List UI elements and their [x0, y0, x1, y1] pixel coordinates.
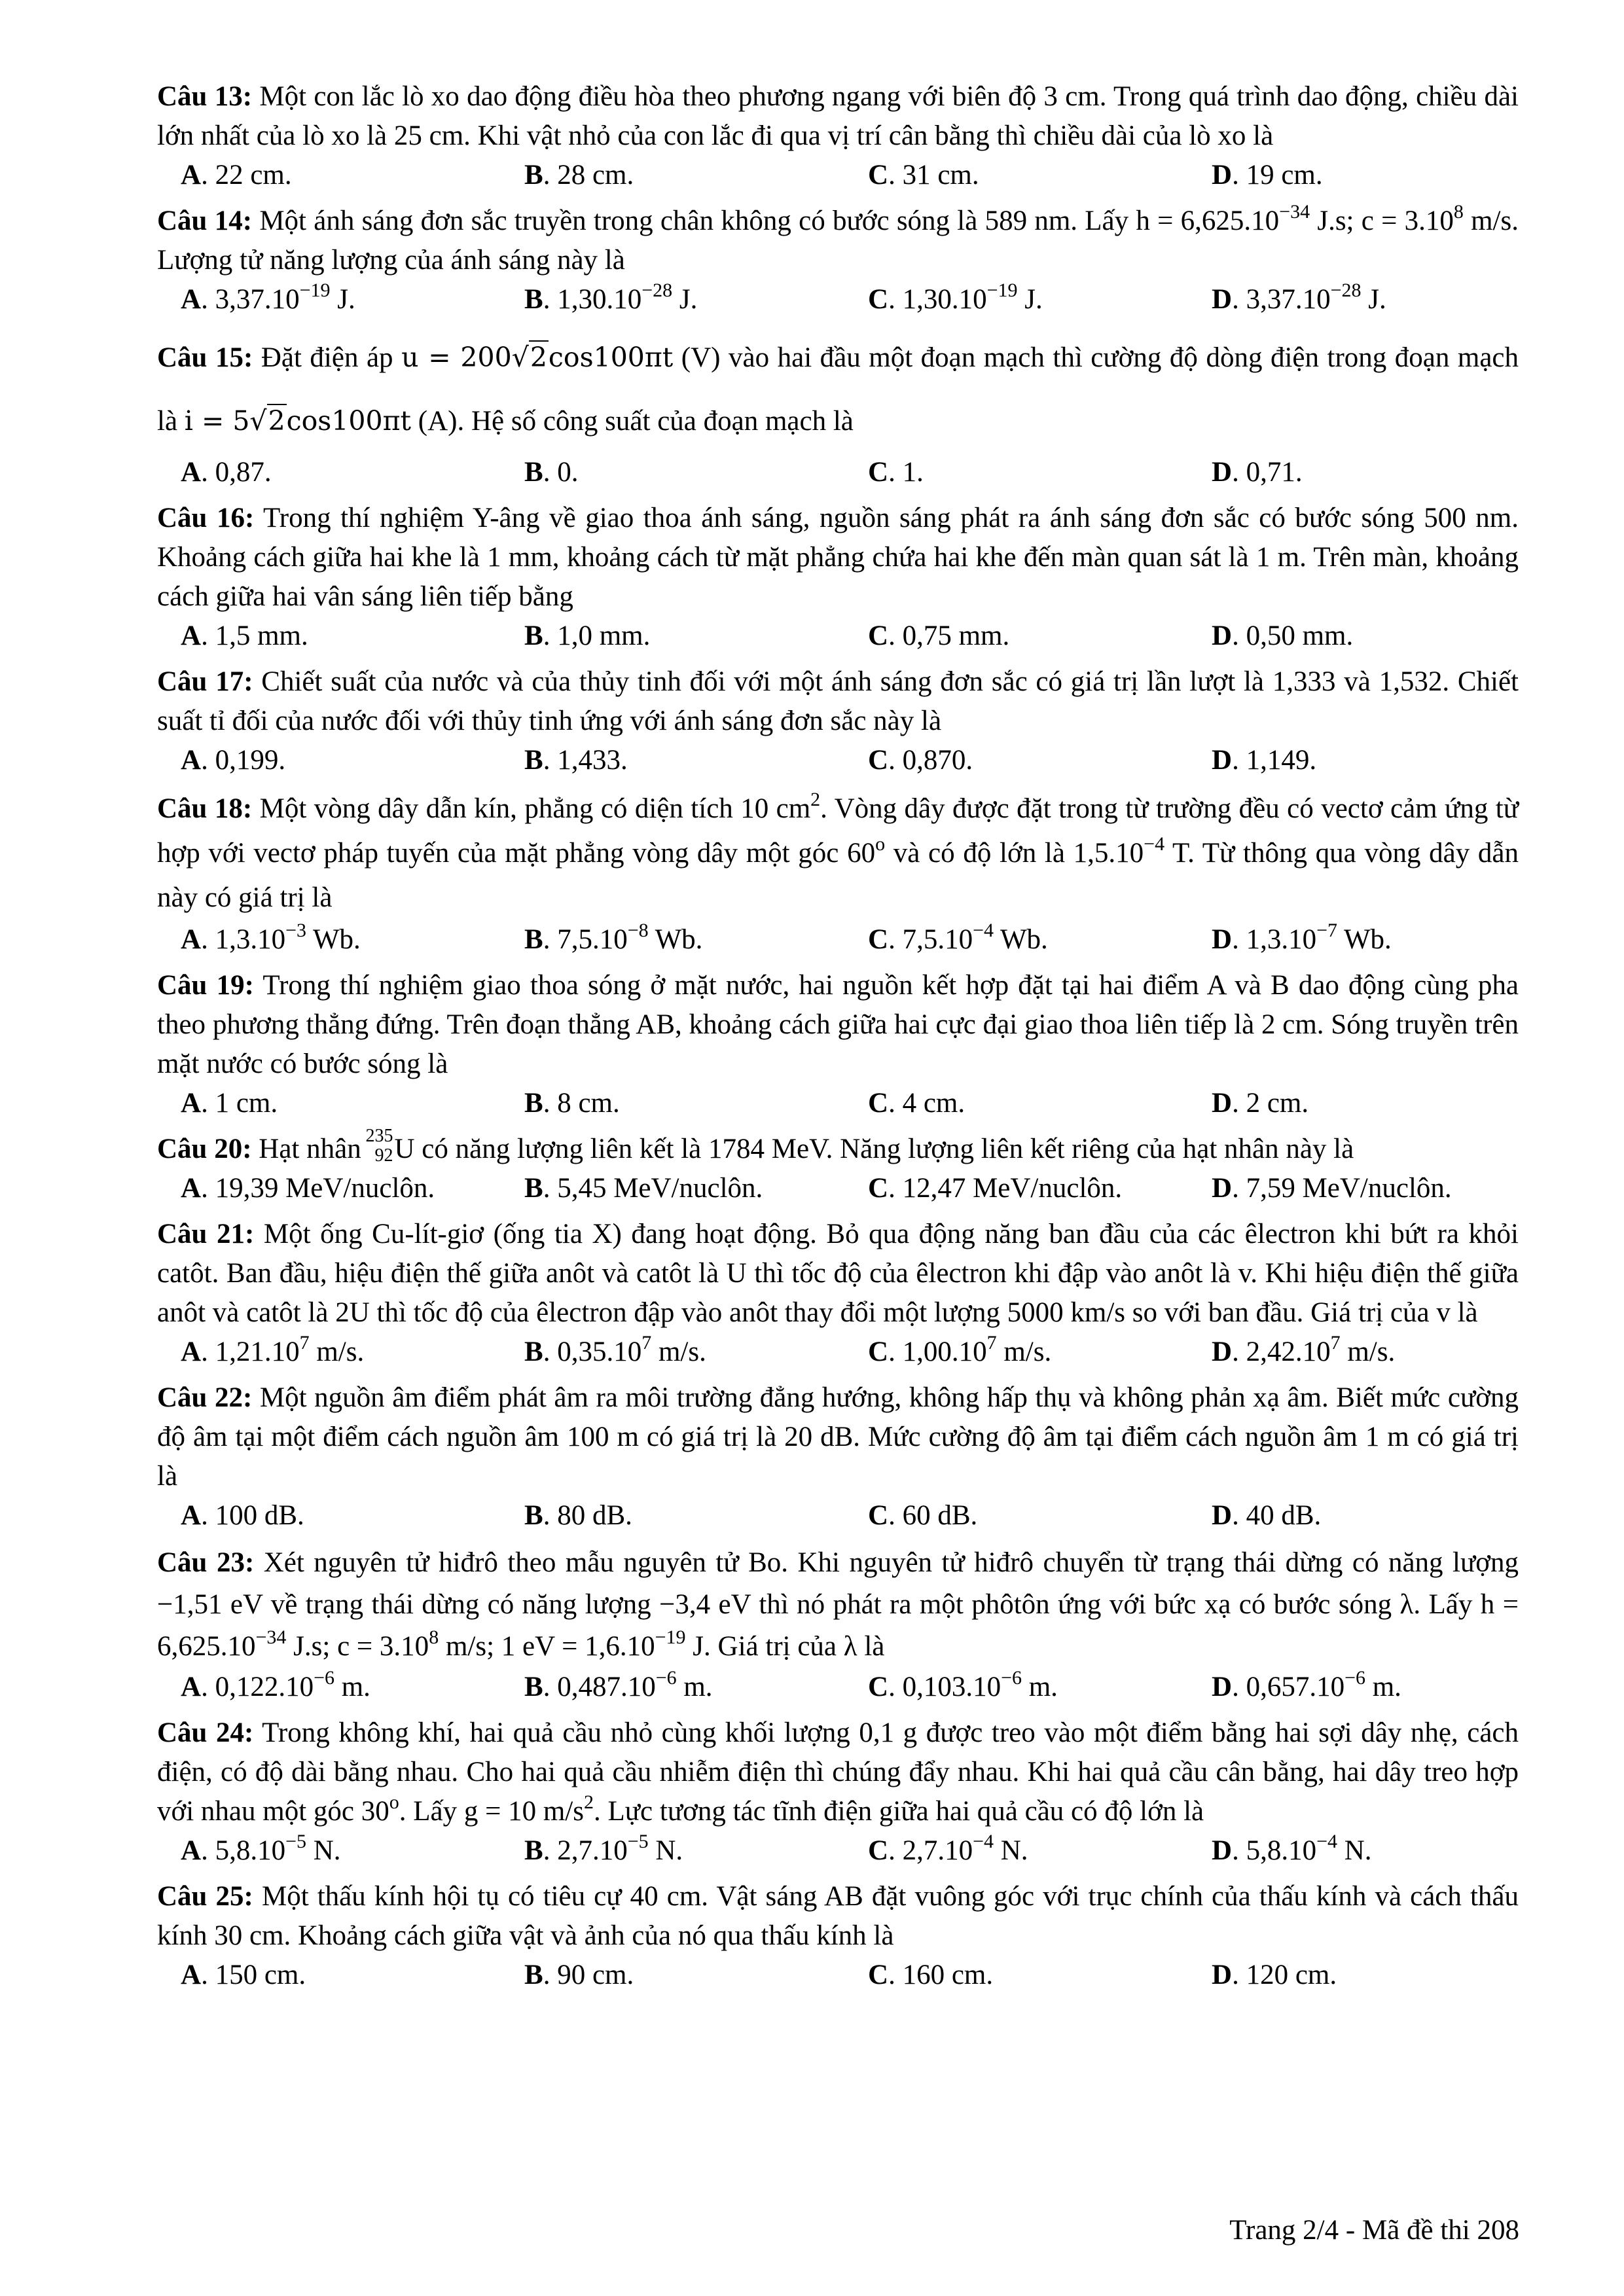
- option-d: D. 19 cm.: [1212, 160, 1323, 190]
- question-15: [157, 326, 1519, 492]
- option-c: C. 1,00.10$^7$ m/s.: [868, 1332, 1052, 1367]
- question-text: Một nguồn âm điểm phát âm ra môi trường đẳng hướng, không hấp thụ và không phản xạ âm. Biết mức cường độ âm tại một điểm cách nguồn âm 100 m có giá trị là 20 dB. Mức cường độ âm tại điểm cách nguồn âm 1 m có giá trị là: [157, 1382, 1519, 1492]
- question-text: Đặt điện áp: [261, 342, 402, 373]
- option-text: 1,30.10: [557, 284, 642, 315]
- option-letter: C: [868, 1672, 889, 1702]
- exponent: 2: [810, 789, 821, 810]
- question-label: Câu 23:: [157, 1547, 255, 1578]
- option-text: 0,35.10: [557, 1336, 642, 1367]
- question-stem: [157, 1126, 1519, 1169]
- option-letter: A: [181, 1835, 202, 1866]
- formula-root: 2: [268, 405, 285, 437]
- option-a: A. 1,21.10$^7$ m/s.: [181, 1332, 365, 1367]
- question-label: Câu 25:: [157, 1881, 253, 1912]
- question-stem: [157, 1713, 1519, 1831]
- option-letter: D: [1212, 1835, 1233, 1866]
- option-unit: m.: [1021, 1672, 1058, 1702]
- option-text: 1,3.10: [215, 924, 286, 955]
- option-letter: B: [524, 620, 543, 651]
- question-text: Một thấu kính hội tụ có tiêu cự 40 cm. Vật sáng AB đặt vuông góc với trục chính của thấu kính và cách thấu kính 30 cm. Khoảng cách giữa vật và ảnh của nó qua thấu kính là: [157, 1881, 1519, 1951]
- option-unit: N.: [993, 1835, 1028, 1866]
- question-20: [157, 1126, 1519, 1208]
- option-letter: B: [524, 284, 543, 315]
- option-letter: B: [524, 1835, 543, 1866]
- question-21: [157, 1215, 1519, 1372]
- current-formula: i = 5√2cos100πt: [184, 405, 412, 437]
- exponent: 7: [641, 1332, 652, 1354]
- option-letter: A: [181, 620, 202, 651]
- option-text: 1,3.10: [1246, 924, 1317, 955]
- option-c: C. $1,30.10^{-19}$ J.: [868, 279, 1043, 315]
- option-letter: C: [868, 160, 889, 190]
- option-a: A. $5,8.10^{-5}$ N.: [181, 1831, 341, 1866]
- option-text: 28 cm.: [557, 160, 634, 190]
- option-letter: B: [524, 160, 543, 190]
- option-a: A. 19,39 MeV/nuclôn.: [181, 1173, 435, 1204]
- option-text: 8 cm.: [557, 1088, 620, 1119]
- question-stem: [157, 202, 1519, 280]
- option-unit: Wb.: [306, 924, 361, 955]
- exponent: −6: [1001, 1667, 1022, 1689]
- question-text: T. Từ thông qua vòng dây dẫn này có giá trị là: [157, 838, 1519, 913]
- option-letter: D: [1212, 1088, 1233, 1119]
- option-a: A. $3,37.10^{-19}$ J.: [181, 279, 355, 315]
- option-d: D. 1,149.: [1212, 745, 1317, 776]
- question-text: . Vòng dây được đặt trong từ trường đều có vectơ cảm ứng từ hợp với vectơ pháp tuyến của mặt phẳng vòng dây một góc 60: [157, 793, 1519, 869]
- option-letter: B: [524, 924, 543, 955]
- question-stem: [157, 499, 1519, 617]
- option-text: 2 cm.: [1246, 1088, 1309, 1119]
- option-letter: D: [1212, 1960, 1233, 1990]
- question-stem: [157, 1542, 1519, 1668]
- option-text: 19 cm.: [1246, 160, 1323, 190]
- question-text: J. Giá trị của λ là: [685, 1631, 885, 1662]
- option-text: 0,50 mm.: [1246, 620, 1354, 651]
- option-b: B. $0,487.10^{-6}$ m.: [524, 1667, 713, 1702]
- option-letter: C: [868, 284, 889, 315]
- option-letter: A: [181, 1960, 202, 1990]
- option-text: 80 dB.: [557, 1500, 632, 1531]
- option-letter: A: [181, 284, 202, 315]
- question-label: Câu 24:: [157, 1717, 254, 1748]
- exponent: −28: [641, 279, 673, 301]
- answer-options: [157, 1956, 1519, 1995]
- question-label: Câu 16:: [157, 503, 255, 533]
- option-unit: m/s.: [651, 1336, 706, 1367]
- option-d: D. $5,8.10^{-4}$ N.: [1212, 1831, 1372, 1866]
- option-unit: m/s.: [1340, 1336, 1396, 1367]
- answer-options: [157, 1496, 1519, 1535]
- option-text: 160 cm.: [902, 1960, 994, 1990]
- option-d: D. $3,37.10^{-28}$ J.: [1212, 279, 1386, 315]
- option-text: 5,45 MeV/nuclôn.: [557, 1173, 763, 1204]
- question-label: Câu 20:: [157, 1134, 252, 1164]
- option-text: 5,8.10: [215, 1835, 286, 1866]
- option-text: 0,87.: [215, 457, 272, 488]
- option-unit: Wb.: [993, 924, 1048, 955]
- exponent: −4: [973, 920, 994, 941]
- option-text: 0,122.10: [215, 1672, 314, 1702]
- option-letter: A: [181, 160, 202, 190]
- option-letter: C: [868, 745, 889, 776]
- answer-options: [157, 741, 1519, 780]
- option-c: C. $7,5.10^{-4}$ Wb.: [868, 920, 1048, 955]
- option-text: 7,59 MeV/nuclôn.: [1246, 1173, 1452, 1204]
- answer-options: [157, 1333, 1519, 1372]
- degree-symbol: o: [875, 833, 886, 855]
- option-letter: C: [868, 1835, 889, 1866]
- option-letter: D: [1212, 1336, 1233, 1367]
- question-14: [157, 202, 1519, 319]
- option-c: C. 12,47 MeV/nuclôn.: [868, 1173, 1123, 1204]
- option-text: 1,5 mm.: [215, 620, 308, 651]
- exponent: 7: [299, 1332, 310, 1354]
- question-22: [157, 1378, 1519, 1535]
- option-text: 22 cm.: [215, 160, 292, 190]
- option-letter: C: [868, 1173, 889, 1204]
- option-letter: C: [868, 1500, 889, 1531]
- exponent: −28: [1330, 279, 1362, 301]
- answer-options: [157, 920, 1519, 960]
- option-letter: B: [524, 457, 543, 488]
- option-b: B. $2,7.10^{-5}$ N.: [524, 1831, 683, 1866]
- option-unit: Wb.: [1337, 924, 1392, 955]
- option-a: A. 1 cm.: [181, 1088, 278, 1119]
- option-text: 0,870.: [902, 745, 973, 776]
- option-letter: C: [868, 1088, 889, 1119]
- question-text: Một vòng dây dẫn kín, phẳng có diện tích 10 cm: [259, 793, 811, 824]
- question-text: Trong thí nghiệm giao thoa sóng ở mặt nước, hai nguồn kết hợp đặt tại hai điểm A và B dao động cùng pha theo phương thẳng đứng. Trên đoạn thẳng AB, khoảng cách giữa hai cực đại giao thoa liên tiếp là 2 cm. Sóng truyền trên mặt nước có bước sóng là: [157, 970, 1519, 1079]
- exponent: −19: [986, 279, 1018, 301]
- option-text: 150 cm.: [215, 1960, 306, 1990]
- option-unit: J.: [1017, 284, 1043, 315]
- question-23: [157, 1542, 1519, 1707]
- option-unit: J.: [330, 284, 355, 315]
- question-19: [157, 966, 1519, 1123]
- question-stem: [157, 1877, 1519, 1956]
- question-17: [157, 662, 1519, 780]
- exponent: −19: [299, 279, 331, 301]
- exponent: −34: [255, 1626, 287, 1648]
- question-stem: [157, 662, 1519, 741]
- question-label: Câu 14:: [157, 206, 253, 236]
- nuclide-notation: [365, 1126, 393, 1166]
- exponent: −5: [285, 1831, 306, 1852]
- exponent: 7: [986, 1332, 997, 1354]
- exponent: −3: [285, 920, 306, 941]
- option-c: C. 0,75 mm.: [868, 620, 1010, 651]
- option-d: D. 40 dB.: [1212, 1500, 1322, 1531]
- option-unit: m.: [334, 1672, 370, 1702]
- option-text: 3,37.10: [215, 284, 300, 315]
- option-text: 2,7.10: [902, 1835, 973, 1866]
- option-text: 4 cm.: [902, 1088, 965, 1119]
- question-text: . Lực tương tác tĩnh điện giữa hai quả cầu có độ lớn là: [593, 1796, 1204, 1827]
- option-d: D. 0,50 mm.: [1212, 620, 1354, 651]
- question-text: có năng lượng liên kết là 1784 MeV. Năng lượng liên kết riêng của hạt nhân này là: [414, 1134, 1354, 1164]
- question-text: Chiết suất của nước và của thủy tinh đối với một ánh sáng đơn sắc có giá trị lần lượt là 1,333 và 1,532. Chiết suất tỉ đối của nước đối với thủy tinh ứng với ánh sáng đơn sắc này là: [157, 666, 1519, 736]
- answer-options: [157, 1084, 1519, 1123]
- option-a: A. 100 dB.: [181, 1500, 304, 1531]
- option-c: C. $0,103.10^{-6}$ m.: [868, 1667, 1058, 1702]
- option-text: 40 dB.: [1246, 1500, 1322, 1531]
- exponent: −4: [1144, 833, 1165, 855]
- answer-options: [157, 1668, 1519, 1707]
- question-text: (A). Hệ số công suất của đoạn mạch là: [411, 406, 854, 437]
- option-letter: B: [524, 1173, 543, 1204]
- option-text: 1,0 mm.: [557, 620, 651, 651]
- exponent: −6: [1344, 1667, 1365, 1689]
- question-text: và có độ lớn là 1,5.10: [885, 838, 1144, 869]
- voltage-formula: u = 200√2cos100πt: [401, 342, 674, 373]
- option-d: D. 2 cm.: [1212, 1088, 1309, 1119]
- option-text: 3,37.10: [1246, 284, 1331, 315]
- option-d: D. 120 cm.: [1212, 1960, 1337, 1990]
- option-letter: A: [181, 1088, 202, 1119]
- question-text: Trong không khí, hai quả cầu nhỏ cùng khối lượng 0,1 g được treo vào một điểm bằng hai sợi dây nhẹ, cách điện, có độ dài bằng nhau. Cho hai quả cầu nhiễm điện thì chúng đẩy nhau. Khi hai quả cầu cân bằng, hai dây treo hợp với nhau một góc 30: [157, 1717, 1519, 1827]
- option-letter: C: [868, 1336, 889, 1367]
- option-letter: D: [1212, 745, 1233, 776]
- option-text: 1.: [902, 457, 924, 488]
- question-13: [157, 77, 1519, 195]
- option-c: C. 0,870.: [868, 745, 973, 776]
- option-letter: D: [1212, 924, 1233, 955]
- mass-number: 235: [365, 1126, 393, 1146]
- option-text: 120 cm.: [1246, 1960, 1337, 1990]
- question-24: [157, 1713, 1519, 1871]
- question-text: m/s. Lượng tử năng lượng của ánh sáng này là: [157, 206, 1519, 276]
- exponent: −7: [1316, 920, 1337, 941]
- option-text: 5,8.10: [1246, 1835, 1317, 1866]
- option-b: B. 80 dB.: [524, 1500, 632, 1531]
- answer-options: [157, 617, 1519, 656]
- question-label: Câu 21:: [157, 1219, 255, 1249]
- question-stem: [157, 1215, 1519, 1333]
- option-text: 7,5.10: [557, 924, 628, 955]
- option-unit: Wb.: [648, 924, 703, 955]
- option-unit: J.: [672, 284, 698, 315]
- option-text: 1,00.10: [902, 1336, 987, 1367]
- option-a: A. $1,3.10^{-3}$ Wb.: [181, 920, 361, 955]
- option-text: 60 dB.: [902, 1500, 978, 1531]
- option-letter: C: [868, 924, 889, 955]
- option-letter: A: [181, 457, 202, 488]
- option-text: 0,75 mm.: [902, 620, 1010, 651]
- option-text: 90 cm.: [557, 1960, 634, 1990]
- question-text: Một ánh sáng đơn sắc truyền trong chân không có bước sóng là 589 nm. Lấy h = 6,625.10: [259, 206, 1280, 236]
- option-unit: J.: [1361, 284, 1386, 315]
- option-c: C. 1.: [868, 457, 924, 488]
- question-label: Câu 17:: [157, 666, 253, 697]
- option-b: B. 8 cm.: [524, 1088, 620, 1119]
- option-c: C. 31 cm.: [868, 160, 979, 190]
- question-text: (V) vào hai đầu một đoạn mạch thì cường độ dòng điện trong đoạn mạch là: [157, 342, 1519, 437]
- option-text: 19,39 MeV/nuclôn.: [215, 1173, 435, 1204]
- option-unit: N.: [1337, 1835, 1372, 1866]
- answer-options: [157, 280, 1519, 319]
- option-text: 2,42.10: [1246, 1336, 1331, 1367]
- option-text: 0,103.10: [902, 1672, 1001, 1702]
- option-a: A. 22 cm.: [181, 160, 292, 190]
- option-text: 2,7.10: [557, 1835, 628, 1866]
- option-b: B. $7,5.10^{-8}$ Wb.: [524, 920, 703, 955]
- option-d: D. $0,657.10^{-6}$ m.: [1212, 1667, 1401, 1702]
- option-c: C. 4 cm.: [868, 1088, 965, 1119]
- question-18: [157, 787, 1519, 960]
- formula-root: 2: [530, 342, 547, 373]
- option-b: B. 1,433.: [524, 745, 628, 776]
- option-letter: B: [524, 1960, 543, 1990]
- exponent: −8: [627, 920, 649, 941]
- option-letter: B: [524, 1336, 543, 1367]
- question-25: [157, 1877, 1519, 1995]
- option-letter: B: [524, 1672, 543, 1702]
- option-letter: D: [1212, 620, 1233, 651]
- option-text: 12,47 MeV/nuclôn.: [902, 1173, 1123, 1204]
- exponent: −4: [973, 1831, 994, 1852]
- option-c: C. $2,7.10^{-4}$ N.: [868, 1831, 1028, 1866]
- formula-part: cos100πt: [286, 405, 412, 437]
- formula-part: i = 5: [184, 405, 250, 437]
- option-letter: A: [181, 924, 202, 955]
- option-letter: D: [1212, 284, 1233, 315]
- option-a: A. 0,87.: [181, 457, 272, 488]
- question-stem: [157, 77, 1519, 156]
- question-label: Câu 13:: [157, 81, 253, 112]
- question-text: Xét nguyên tử hiđrô theo mẫu nguyên tử Bo. Khi nguyên tử hiđrô chuyển từ trạng thái dừng có năng lượng −1,51 eV về trạng thái dừng có năng lượng −3,4 eV thì nó phát ra một phôtôn ứng với bức xạ có bước sóng λ. Lấy h = 6,625.10: [157, 1547, 1519, 1662]
- question-label: Câu 22:: [157, 1382, 253, 1413]
- question-stem: [157, 787, 1519, 920]
- exponent: 8: [1453, 201, 1464, 223]
- question-label: Câu 18:: [157, 793, 253, 824]
- option-text: 1,30.10: [902, 284, 987, 315]
- answer-options: [157, 1831, 1519, 1871]
- option-letter: A: [181, 1336, 202, 1367]
- question-text: m/s; 1 eV = 1,6.10: [439, 1631, 655, 1662]
- option-text: 0.: [557, 457, 579, 488]
- option-letter: A: [181, 745, 202, 776]
- option-text: 0,487.10: [557, 1672, 656, 1702]
- option-a: A. 1,5 mm.: [181, 620, 308, 651]
- exponent: 7: [1330, 1332, 1341, 1354]
- option-letter: A: [181, 1173, 202, 1204]
- option-text: 31 cm.: [902, 160, 979, 190]
- exponent: −34: [1279, 201, 1310, 223]
- option-letter: A: [181, 1500, 202, 1531]
- option-unit: m/s.: [309, 1336, 365, 1367]
- question-text: J.s; c = 3.10: [1310, 206, 1454, 236]
- option-unit: m.: [676, 1672, 713, 1702]
- option-unit: m.: [1365, 1672, 1401, 1702]
- question-text: Một con lắc lò xo dao động điều hòa theo phương ngang với biên độ 3 cm. Trong quá trình dao động, chiều dài lớn nhất của lò xo là 25 cm. Khi vật nhỏ của con lắc đi qua vị trí cân bằng thì chiều dài của lò xo là: [157, 81, 1519, 151]
- option-a: A. 150 cm.: [181, 1960, 306, 1990]
- question-text: Hạt nhân: [259, 1134, 369, 1164]
- option-text: 1,21.10: [215, 1336, 300, 1367]
- option-letter: D: [1212, 457, 1233, 488]
- exponent: 2: [583, 1791, 594, 1813]
- option-b: B. 0.: [524, 457, 579, 488]
- question-stem: [157, 326, 1519, 453]
- option-a: A. 0,199.: [181, 745, 286, 776]
- exponent: −19: [655, 1626, 686, 1648]
- option-unit: m/s.: [996, 1336, 1052, 1367]
- exponent: −6: [314, 1667, 334, 1689]
- option-text: 1,149.: [1246, 745, 1317, 776]
- question-stem: [157, 1378, 1519, 1496]
- option-text: 0,71.: [1246, 457, 1303, 488]
- answer-options: [157, 156, 1519, 195]
- option-d: D. 2,42.10$^7$ m/s.: [1212, 1332, 1396, 1367]
- exponent: −6: [655, 1667, 677, 1689]
- question-text: . Lấy g = 10 m/s: [399, 1796, 584, 1827]
- option-letter: D: [1212, 1672, 1233, 1702]
- exponent: −5: [627, 1831, 649, 1852]
- formula-part: u = 200: [401, 342, 512, 373]
- page-footer: Trang 2/4 - Mã đề thi 208: [1229, 2215, 1519, 2246]
- option-letter: B: [524, 1088, 543, 1119]
- question-label: Câu 15:: [157, 342, 253, 373]
- option-c: C. 160 cm.: [868, 1960, 994, 1990]
- option-b: B. 0,35.10$^7$ m/s.: [524, 1332, 706, 1367]
- question-text: Một ống Cu-lít-giơ (ống tia X) đang hoạt động. Bỏ qua động năng ban đầu của các êlectron khi bứt ra khỏi catôt. Ban đầu, hiệu điện thế giữa anôt và catôt là U thì tốc độ của êlectron khi đập vào anôt là v. Khi hiệu điện thế giữa anôt và catôt là 2U thì tốc độ của êlectron đập vào anôt thay đổi một lượng 5000 km/s so với ban đầu. Giá trị của v là: [157, 1219, 1519, 1328]
- degree-symbol: o: [389, 1791, 399, 1813]
- option-text: 1 cm.: [215, 1088, 278, 1119]
- option-unit: N.: [648, 1835, 683, 1866]
- option-letter: C: [868, 457, 889, 488]
- option-letter: D: [1212, 160, 1233, 190]
- option-b: B. 90 cm.: [524, 1960, 634, 1990]
- question-stem: [157, 966, 1519, 1084]
- option-letter: C: [868, 1960, 889, 1990]
- option-text: 0,199.: [215, 745, 286, 776]
- question-list: [157, 77, 1519, 2001]
- option-text: 7,5.10: [902, 924, 973, 955]
- option-letter: A: [181, 1672, 202, 1702]
- option-letter: B: [524, 1500, 543, 1531]
- atomic-number: 92: [374, 1145, 393, 1166]
- question-text: Trong thí nghiệm Y-âng về giao thoa ánh sáng, nguồn sáng phát ra ánh sáng đơn sắc có bước sóng 500 nm. Khoảng cách giữa hai khe là 1 mm, khoảng cách từ mặt phẳng chứa hai khe đến màn quan sát là 1 m. Trên màn, khoảng cách giữa hai vân sáng liên tiếp bằng: [157, 503, 1519, 612]
- exponent: −4: [1316, 1831, 1337, 1852]
- option-letter: D: [1212, 1173, 1233, 1204]
- option-text: 0,657.10: [1246, 1672, 1345, 1702]
- formula-part: cos100πt: [548, 342, 674, 373]
- option-b: B. 1,0 mm.: [524, 620, 651, 651]
- option-b: B. $1,30.10^{-28}$ J.: [524, 279, 698, 315]
- option-b: B. 28 cm.: [524, 160, 634, 190]
- option-unit: N.: [306, 1835, 341, 1866]
- option-letter: D: [1212, 1500, 1233, 1531]
- option-letter: C: [868, 620, 889, 651]
- option-b: B. 5,45 MeV/nuclôn.: [524, 1173, 763, 1204]
- option-c: C. 60 dB.: [868, 1500, 978, 1531]
- exponent: 8: [429, 1626, 439, 1648]
- option-text: 100 dB.: [215, 1500, 304, 1531]
- answer-options: [157, 453, 1519, 492]
- question-label: Câu 19:: [157, 970, 254, 1001]
- option-d: D. $1,3.10^{-7}$ Wb.: [1212, 920, 1392, 955]
- option-letter: B: [524, 745, 543, 776]
- option-a: A. $0,122.10^{-6}$ m.: [181, 1667, 370, 1702]
- answer-options: [157, 1169, 1519, 1208]
- option-text: 1,433.: [557, 745, 628, 776]
- question-16: [157, 499, 1519, 656]
- option-d: D. 7,59 MeV/nuclôn.: [1212, 1173, 1452, 1204]
- question-text: J.s; c = 3.10: [286, 1631, 429, 1662]
- element-symbol: U: [394, 1134, 415, 1164]
- option-d: D. 0,71.: [1212, 457, 1303, 488]
